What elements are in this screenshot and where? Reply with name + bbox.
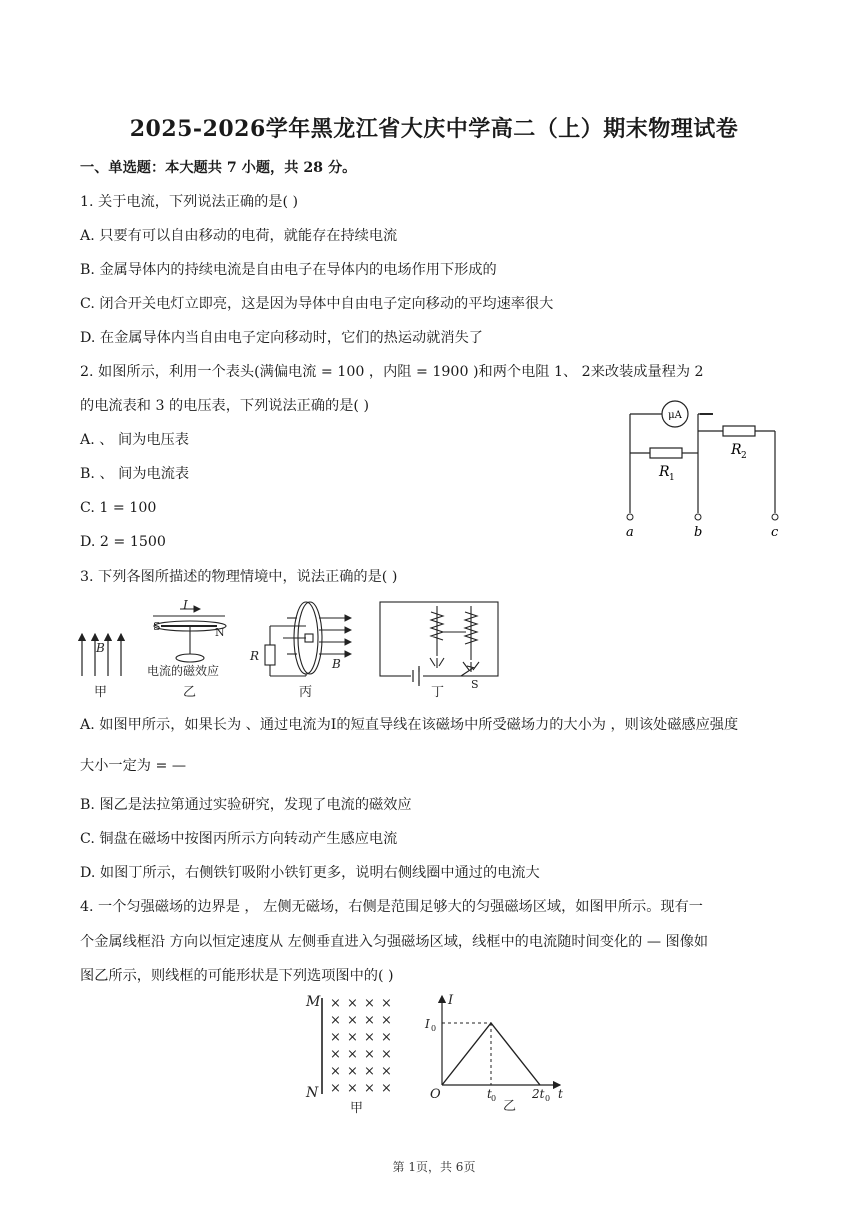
field-cross: × <box>381 1030 392 1045</box>
field-cross: × <box>364 1013 375 1028</box>
q3-figures <box>75 596 505 700</box>
r2-subscript: 2 <box>741 451 747 461</box>
q1-option-c: C. 闭合开关电灯立即亮，这是因为导体中自由电子定向移动的平均速率很大 <box>80 296 554 312</box>
q2-option-a: A. 、 间为电压表 <box>80 432 189 448</box>
yi-caption: 乙 <box>183 685 197 700</box>
field-cross: × <box>381 1081 392 1096</box>
field-cross: × <box>381 1013 392 1028</box>
t2-subscript: 0 <box>545 1094 551 1103</box>
q1-stem: 1. 关于电流，下列说法正确的是( ) <box>80 194 299 210</box>
field-cross: × <box>330 1030 341 1045</box>
field-cross: × <box>364 996 375 1011</box>
q2-option-c: C. 1 = 100 <box>80 500 157 516</box>
field-cross: × <box>330 1064 341 1079</box>
r1-label: R <box>659 464 670 480</box>
bing-b-label: B <box>332 657 341 671</box>
t0-subscript: 0 <box>491 1094 497 1103</box>
field-cross: × <box>364 1081 375 1096</box>
t2-label: 2t <box>532 1087 545 1101</box>
ding-switch-label: S <box>471 678 479 691</box>
field-cross: × <box>347 1064 358 1079</box>
q4-stem-line1: 4. 一个匀强磁场的边界是 ， 左侧无磁场，右侧是范围足够大的匀强磁场区域，如图甲所示。现有一 <box>80 899 703 915</box>
section-heading: 一、单选题：本大题共 7 小题，共 28 分。 <box>80 160 357 176</box>
field-cross: × <box>347 1030 358 1045</box>
jia-caption: 甲 <box>94 685 108 700</box>
r1-resistor <box>650 448 682 458</box>
field-cross: × <box>364 1047 375 1062</box>
field-crosses <box>330 996 392 1096</box>
q2-circuit-figure <box>615 398 795 543</box>
q2-stem-line1: 2. 如图所示，利用一个表头(满偏电流 = 100 ，内阻 = 1900 )和两个电阻 1、 2来改装成量程为 2 <box>80 364 704 380</box>
q2-option-b: B. 、 间为电流表 <box>80 466 190 482</box>
origin-label: O <box>430 1087 441 1102</box>
boundary-n-label: N <box>306 1085 319 1101</box>
field-cross: × <box>381 996 392 1011</box>
q4-figure-yi-graph <box>420 990 570 1115</box>
field-cross: × <box>330 1013 341 1028</box>
bing-r-label: R <box>250 649 260 663</box>
q1-option-d: D. 在金属导体内当自由电子定向移动时，它们的热运动就消失了 <box>80 330 483 346</box>
q3-option-c: C. 铜盘在磁场中按图丙所示方向转动产生感应电流 <box>80 831 398 847</box>
page-footer: 第 1页，共 6页 <box>392 1160 476 1174</box>
terminal-c-label: c <box>771 525 779 540</box>
q3-option-a-line2: 大小一定为 = — <box>80 758 187 774</box>
field-cross: × <box>381 1047 392 1062</box>
ding-caption: 丁 <box>431 685 445 700</box>
yi-i-label: I <box>183 598 188 612</box>
field-cross: × <box>381 1064 392 1079</box>
boundary-m-label: M <box>306 994 321 1010</box>
q1-option-b: B. 金属导体内的持续电流是自由电子在导体内的电场作用下形成的 <box>80 262 497 278</box>
q4-jia-caption: 甲 <box>350 1101 364 1115</box>
field-cross: × <box>330 1047 341 1062</box>
terminal-b <box>695 514 701 520</box>
page-title: 2025-2026学年黑龙江省大庆中学高二（上）期末物理试卷 <box>129 116 739 142</box>
field-cross: × <box>347 996 358 1011</box>
q3-option-d: D. 如图丁所示，右侧铁钉吸附小铁钉更多，说明右侧线圈中通过的电流大 <box>80 865 540 881</box>
axis-t-label: t <box>558 1087 563 1101</box>
field-cross: × <box>364 1030 375 1045</box>
figure-ding <box>380 602 498 684</box>
axis-i-label: I <box>448 993 454 1008</box>
yi-effect-caption: 电流的磁效应 <box>147 664 220 678</box>
terminal-a-label: a <box>626 525 634 540</box>
terminal-b-label: b <box>694 525 703 540</box>
q4-stem-line3: 图乙所示，则线框的可能形状是下列选项图中的( ) <box>80 968 394 984</box>
field-cross: × <box>330 1081 341 1096</box>
field-cross: × <box>347 1047 358 1062</box>
q3-option-a-line1: A. 如图甲所示，如果长为 、通过电流为I的短直导线在该磁场中所受磁场力的大小为 ，则该处磁感应强度 <box>80 717 739 733</box>
r2-label: R <box>731 442 742 458</box>
meter-label: μA <box>668 410 682 421</box>
i0-subscript: 0 <box>431 1024 437 1033</box>
field-cross: × <box>364 1064 375 1079</box>
q4-stem-line2: 个金属线框沿 方向以恒定速度从 左侧垂直进入匀强磁场区域，线框中的电流随时间变化的 — 图像如 <box>80 934 709 950</box>
terminal-c <box>772 514 778 520</box>
microammeter-icon <box>662 401 712 427</box>
q4-yi-caption: 乙 <box>503 1099 517 1114</box>
q1-option-a: A. 只要有可以自由移动的电荷，就能存在持续电流 <box>80 228 398 244</box>
t0-label: t <box>487 1087 492 1101</box>
i0-label: I <box>425 1017 430 1031</box>
q3-option-b: B. 图乙是法拉第通过实验研究，发现了电流的磁效应 <box>80 797 412 813</box>
jia-b-label: B <box>96 641 105 655</box>
r2-resistor <box>723 426 755 436</box>
yi-s-label: S <box>153 620 161 633</box>
q2-stem-line2: 的电流表和 3 的电压表，下列说法正确的是( ) <box>80 398 370 414</box>
q2-option-d: D. 2 = 1500 <box>80 534 166 550</box>
q3-stem: 3. 下列各图所描述的物理情境中，说法正确的是( ) <box>80 569 398 585</box>
field-cross: × <box>347 1013 358 1028</box>
bing-resistor <box>265 645 275 665</box>
q4-figure-jia <box>300 990 400 1115</box>
terminal-a <box>627 514 633 520</box>
r1-subscript: 1 <box>669 473 675 483</box>
bing-caption: 丙 <box>299 685 313 700</box>
yi-n-label: N <box>215 626 225 639</box>
field-cross: × <box>347 1081 358 1096</box>
field-cross: × <box>330 996 341 1011</box>
